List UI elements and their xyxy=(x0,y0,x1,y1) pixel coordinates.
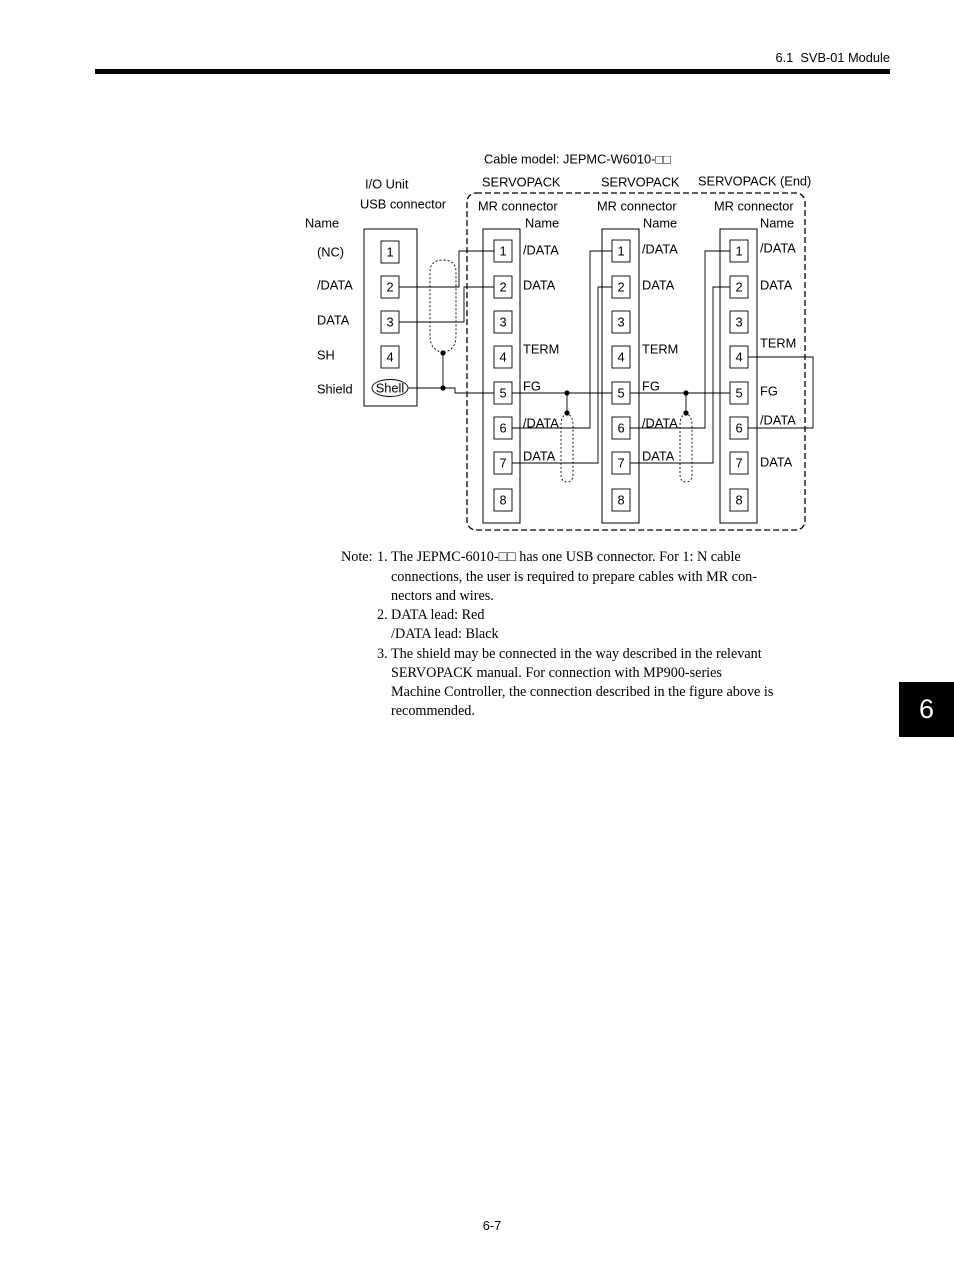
wires xyxy=(399,251,813,482)
mr-signal-name: /DATA xyxy=(642,241,678,257)
page-number: 6-7 xyxy=(482,1218,502,1233)
shield-braid-sp2-sp3 xyxy=(680,413,692,482)
note-line: The shield may be connected in the way described in the relevant xyxy=(391,645,762,662)
servopack-name-header: Name xyxy=(760,215,795,231)
note-1 xyxy=(341,548,773,567)
mr-signal-name: DATA xyxy=(642,448,675,464)
note-line: DATA lead: Red xyxy=(391,607,485,624)
note-prefix: Note: xyxy=(341,549,373,566)
io-pin-number: 2 xyxy=(386,279,394,295)
mr-signal-name: DATA xyxy=(523,277,556,293)
mr-pin-number: 6 xyxy=(617,420,625,436)
note-line: nectors and wires. xyxy=(391,587,494,604)
note-1-continuation xyxy=(341,568,773,587)
mr-pin-number: 3 xyxy=(499,314,507,330)
mr-signal-name: /DATA xyxy=(642,415,678,431)
mr-signal-name: DATA xyxy=(642,277,675,293)
mr-signal-name: FG xyxy=(642,378,660,394)
mr-signal-name: TERM xyxy=(642,341,679,357)
mr-pin-number: 6 xyxy=(499,420,507,436)
note-line: connections, the user is required to prepare cables with MR con- xyxy=(391,568,758,585)
note-3-continuation xyxy=(341,683,773,702)
servopack-title: SERVOPACK (End) xyxy=(698,173,812,189)
mr-signal-name: DATA xyxy=(523,448,556,464)
mr-connector-body xyxy=(602,229,639,523)
wiring-diagram xyxy=(0,0,954,540)
junction-dot xyxy=(564,390,569,395)
mr-pin-number: 2 xyxy=(617,279,625,295)
note-3 xyxy=(341,645,773,664)
mr-signal-name: /DATA xyxy=(523,415,559,431)
junction-dot xyxy=(440,385,445,390)
servopack-title: SERVOPACK xyxy=(601,174,680,190)
servopack-title: SERVOPACK xyxy=(482,174,561,190)
wire-io-pin2-to-sp1-pin1 xyxy=(399,251,494,287)
junction-dot xyxy=(683,410,688,415)
mr-connector-label: MR connector xyxy=(478,198,558,214)
note-line: Machine Controller, the connection described in the figure above is xyxy=(391,684,774,701)
shell-terminal-label: Shell xyxy=(375,380,405,396)
mr-signal-name: TERM xyxy=(523,341,560,357)
shield-braid-io xyxy=(430,260,456,353)
junction-dot xyxy=(564,410,569,415)
mr-pin-number: 1 xyxy=(617,243,625,259)
wire-shell-to-sp1-pin5 xyxy=(408,388,494,393)
note-3-continuation xyxy=(341,702,773,721)
cable-model-label: Cable model: JEPMC-W6010-□□ xyxy=(484,151,671,167)
mr-pin-number: 2 xyxy=(499,279,507,295)
mr-signal-name: FG xyxy=(523,378,541,394)
cable-boundary-dashed xyxy=(467,193,805,530)
mr-connector-body xyxy=(720,229,757,523)
shield-braid-sp1-sp2 xyxy=(561,413,573,482)
note-line: SERVOPACK manual. For connection with MP900-series xyxy=(391,664,722,681)
mr-pin-number: 4 xyxy=(735,349,743,365)
io-unit-connector-label: USB connector xyxy=(360,196,447,212)
mr-connector-label: MR connector xyxy=(714,198,794,214)
mr-pin-number: 5 xyxy=(617,385,625,401)
note-number: 2. xyxy=(377,607,388,624)
mr-pin-number: 1 xyxy=(499,243,507,259)
io-pin-number: 1 xyxy=(386,244,394,260)
mr-pin-number: 4 xyxy=(499,349,507,365)
mr-pin-number: 1 xyxy=(735,243,743,259)
note-line: The JEPMC-6010-□□ has one USB connector. For 1: N cable xyxy=(391,549,741,566)
note-number: 3. xyxy=(377,645,388,662)
io-unit-name-header: Name xyxy=(305,215,340,231)
mr-pin-number: 7 xyxy=(499,455,507,471)
section-header: 6.1 SVB-01 Module xyxy=(775,50,890,65)
mr-connector-label: MR connector xyxy=(597,198,677,214)
mr-pin-number: 4 xyxy=(617,349,625,365)
note-3-continuation xyxy=(341,664,773,683)
io-pin-number: 3 xyxy=(386,314,394,330)
mr-pin-number: 5 xyxy=(735,385,743,401)
mr-pin-number: 3 xyxy=(735,314,743,330)
mr-pin-number: 6 xyxy=(735,420,743,436)
mr-pin-number: 5 xyxy=(499,385,507,401)
mr-signal-name: /DATA xyxy=(760,412,796,428)
diagram-labels xyxy=(305,152,811,524)
mr-pin-number: 7 xyxy=(617,455,625,471)
mr-connector-body xyxy=(483,229,520,523)
mr-signal-name: FG xyxy=(760,383,778,399)
note-2-continuation xyxy=(341,625,773,644)
io-signal-name: DATA xyxy=(317,312,350,328)
notes xyxy=(341,548,773,721)
io-signal-name: (NC) xyxy=(317,244,345,260)
note-1-continuation xyxy=(341,587,773,606)
mr-signal-name: /DATA xyxy=(760,240,796,256)
note-line: recommended. xyxy=(391,703,475,720)
wire-io-pin3-to-sp1-pin2 xyxy=(399,287,494,322)
mr-pin-number: 8 xyxy=(617,492,625,508)
note-number: 1. xyxy=(377,549,388,566)
io-unit-title: I/O Unit xyxy=(365,176,409,192)
servopack-name-header: Name xyxy=(525,215,560,231)
wire-sp1-pin7-to-sp2-pin2 xyxy=(512,287,612,463)
chapter-tab: 6 xyxy=(899,682,954,737)
junction-dot xyxy=(683,390,688,395)
junction-dot xyxy=(440,350,445,355)
mr-pin-number: 8 xyxy=(735,492,743,508)
servopack-name-header: Name xyxy=(643,215,678,231)
mr-signal-name: /DATA xyxy=(523,242,559,258)
note-2 xyxy=(341,606,773,625)
mr-signal-name: DATA xyxy=(760,277,793,293)
io-signal-name: Shield xyxy=(317,381,353,397)
io-signal-name: SH xyxy=(317,347,335,363)
io-signal-name: /DATA xyxy=(317,277,353,293)
mr-pin-number: 3 xyxy=(617,314,625,330)
io-pin-number: 4 xyxy=(386,349,394,365)
mr-signal-name: DATA xyxy=(760,454,793,470)
mr-pin-number: 8 xyxy=(499,492,507,508)
mr-pin-number: 2 xyxy=(735,279,743,295)
note-line: /DATA lead: Black xyxy=(391,626,499,643)
mr-signal-name: TERM xyxy=(760,335,797,351)
mr-pin-number: 7 xyxy=(735,455,743,471)
